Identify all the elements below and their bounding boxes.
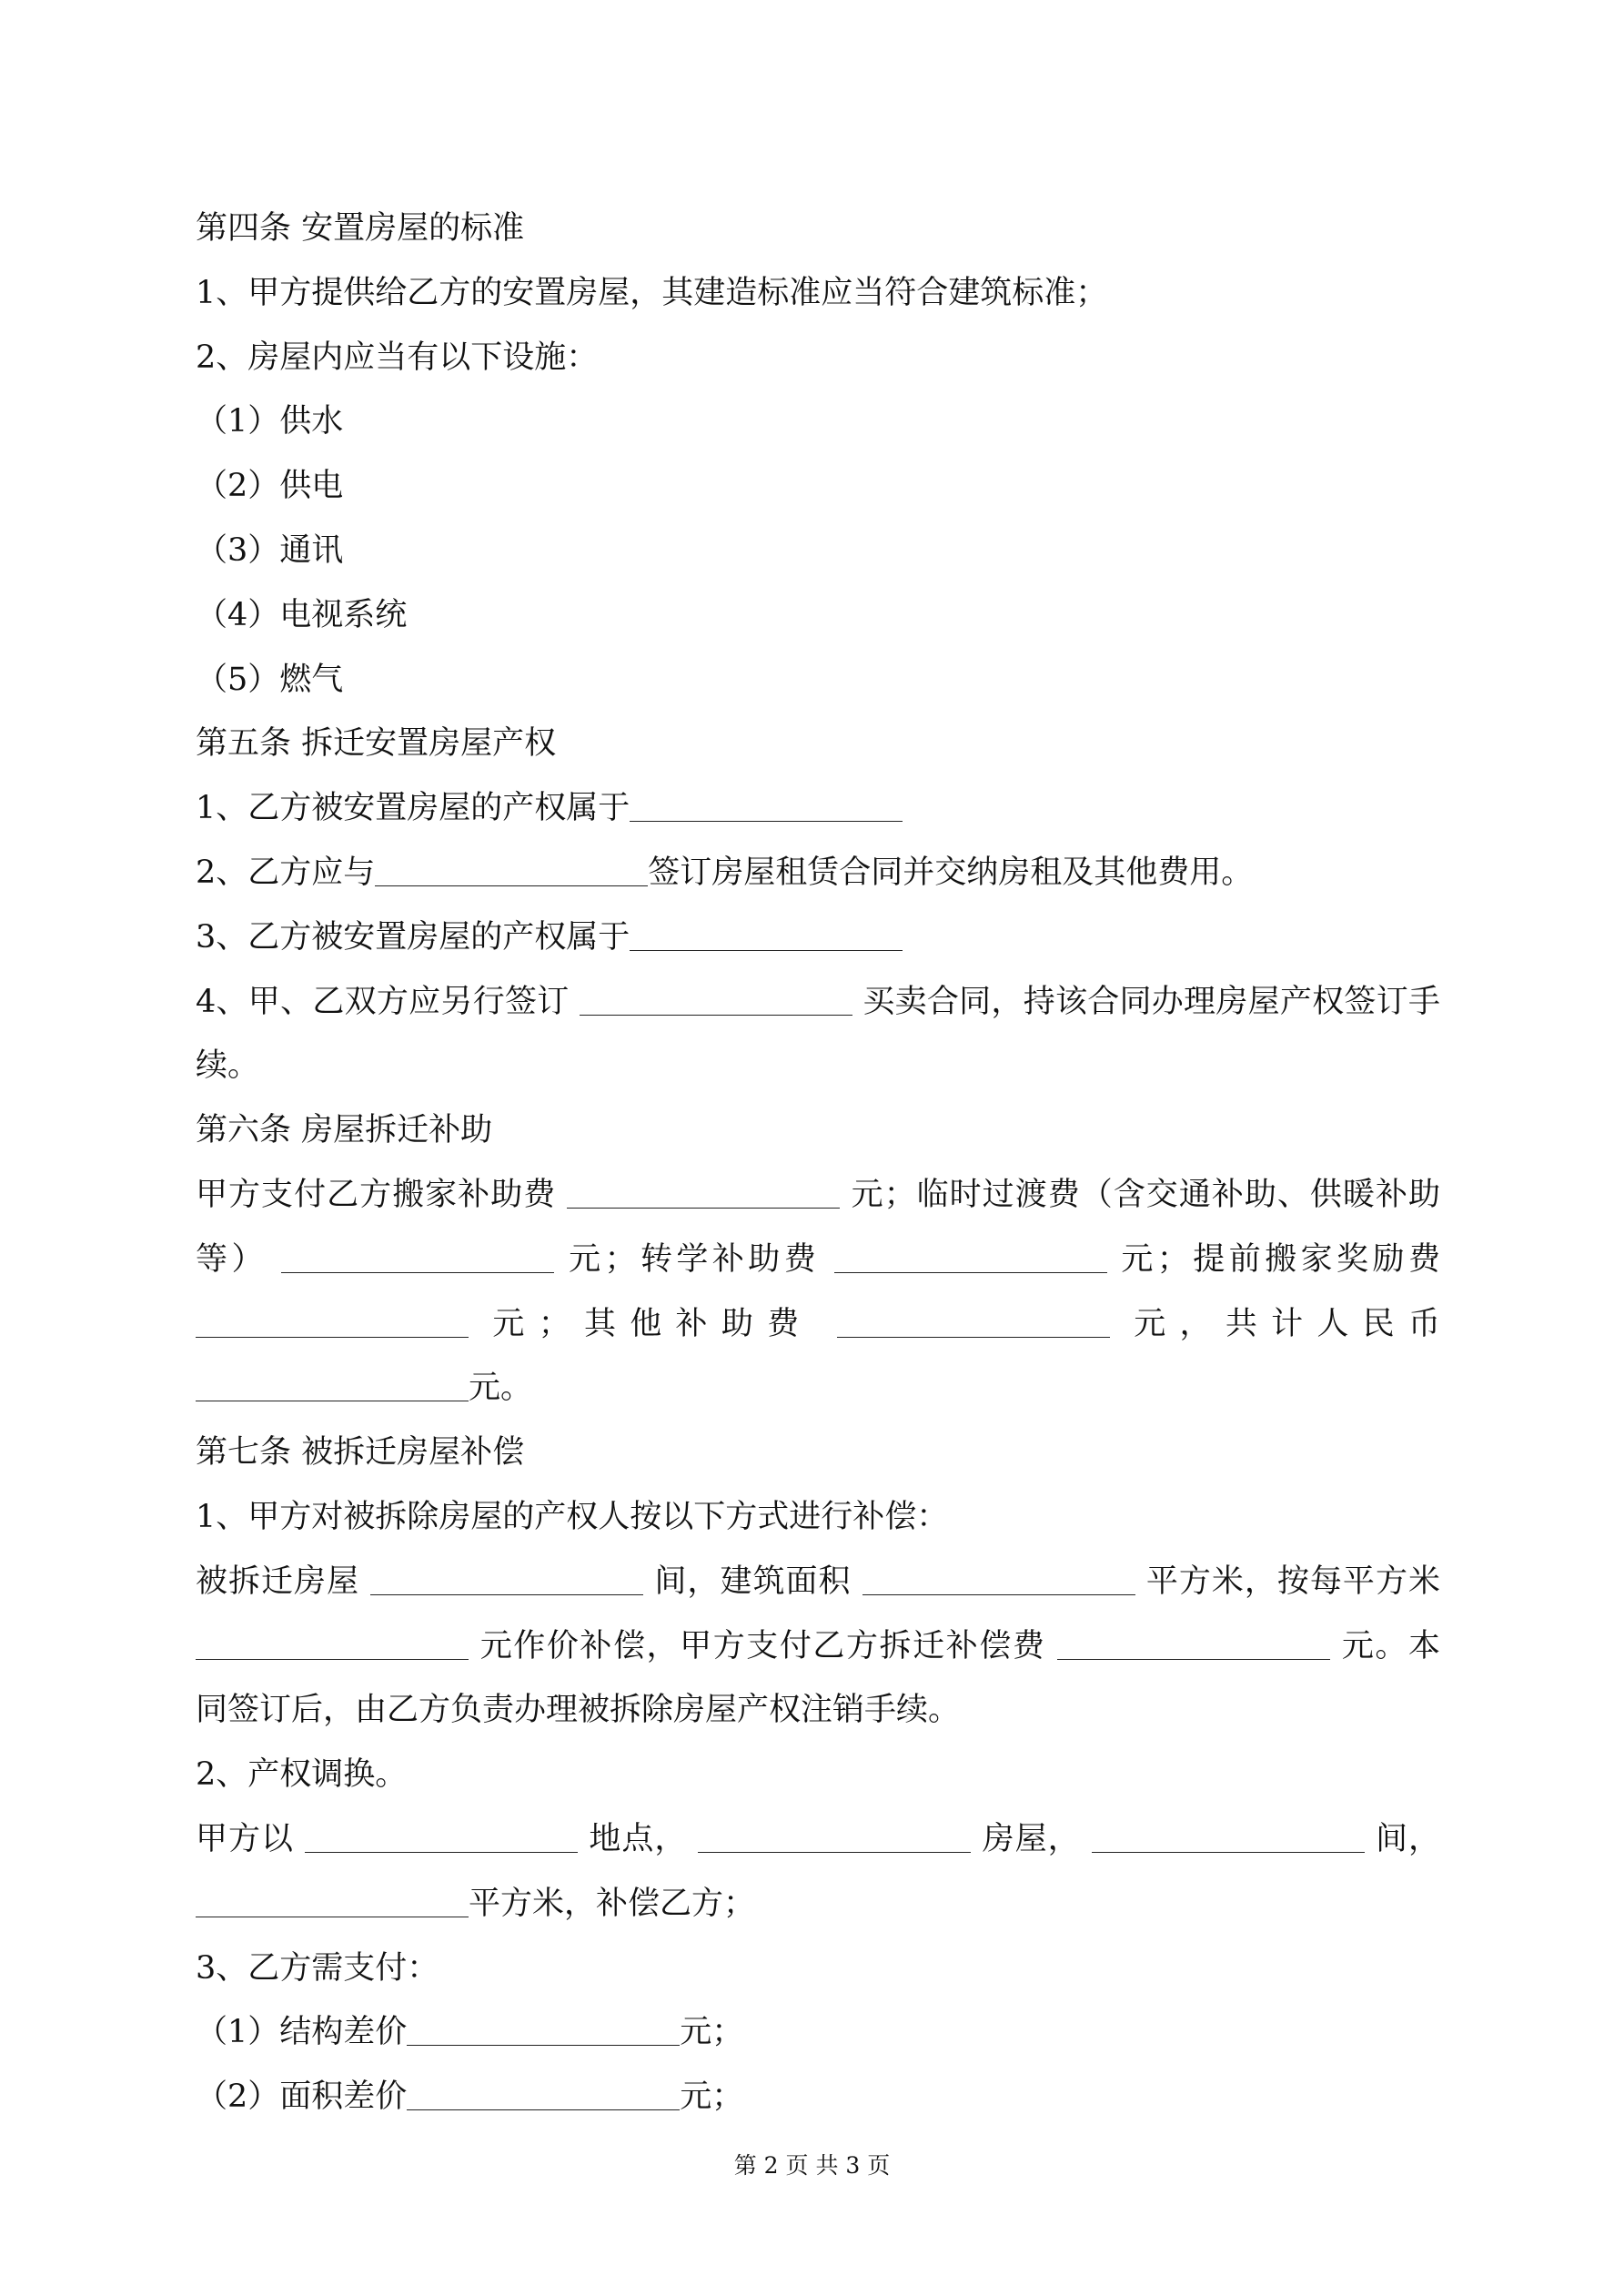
line-text: 元；其他补助费 (492, 1305, 813, 1342)
document-line (196, 1098, 1440, 1163)
document-line (196, 261, 1440, 326)
document-line (196, 1937, 1440, 2001)
line-text: 房屋， (982, 1820, 1081, 1857)
line-text: （2）供电 (196, 468, 344, 505)
document-line (196, 1485, 1440, 1550)
document-body (196, 197, 1440, 2129)
line-text: 元；转学补助费 (569, 1240, 821, 1278)
line-text: 1、乙方被安置房屋的产权属于 (196, 790, 630, 827)
line-text: 等） (196, 1240, 267, 1278)
line-text: 第六条 房屋拆迁补助 (196, 1112, 493, 1149)
fill-in-blank (375, 885, 648, 886)
line-text: 元； (680, 2014, 744, 2051)
page-footer: 第 2 页 共 3 页 (733, 2152, 891, 2179)
line-text: 2、房屋内应当有以下设施： (196, 339, 599, 376)
line-text: 2、产权调换。 (196, 1756, 408, 1794)
line-text: 元作价补偿，甲方支付乙方拆迁补偿费 (479, 1627, 1046, 1664)
line-text: 间， (1375, 1820, 1440, 1857)
fill-in-blank (196, 1916, 469, 1917)
document-line (196, 970, 1440, 1035)
line-text: 元； (680, 2079, 744, 2116)
document-line (196, 1807, 1440, 1872)
fill-in-blank (196, 1658, 469, 1660)
fill-in-blank (1092, 1851, 1365, 1853)
line-text: 1、甲方对被拆除房屋的产权人按以下方式进行补偿： (196, 1498, 949, 1535)
document-line (196, 583, 1440, 648)
document-line (196, 1614, 1440, 1679)
line-text: 买卖合同，持该合同办理房屋产权签订手 (862, 983, 1440, 1020)
line-text: 3、乙方被安置房屋的产权属于 (196, 918, 630, 956)
line-text: 甲方支付乙方搬家补助费 (196, 1176, 557, 1213)
fill-in-blank (407, 2044, 680, 2046)
document-line (196, 1292, 1440, 1357)
fill-in-blank (630, 820, 903, 822)
line-text: 元。 (469, 1370, 533, 1407)
document-line (196, 1034, 1440, 1098)
document-line (196, 1421, 1440, 1485)
document-line (196, 1872, 1440, 1937)
line-text: 元。本 (1341, 1627, 1440, 1664)
document-line (196, 519, 1440, 583)
line-text: 平方米，按每平方米 (1145, 1563, 1440, 1600)
document-line (196, 712, 1440, 776)
fill-in-blank (1057, 1658, 1330, 1660)
line-text: 平方米，补偿乙方； (469, 1885, 756, 1922)
document-line (196, 197, 1440, 261)
document-line (196, 326, 1440, 390)
line-text: 被拆迁房屋 (196, 1563, 360, 1600)
document-line (196, 1163, 1440, 1228)
document-line (196, 1228, 1440, 1292)
fill-in-blank (407, 2109, 680, 2110)
fill-in-blank (196, 1400, 469, 1401)
document-line (196, 2065, 1440, 2129)
line-text: 元；提前搬家奖励费 (1121, 1240, 1440, 1278)
document-line (196, 905, 1440, 970)
fill-in-blank (580, 1014, 852, 1016)
line-text: 甲方以 (196, 1820, 295, 1857)
fill-in-blank (196, 1336, 469, 1338)
line-text: 元；临时过渡费（含交通补助、供暖补助 (851, 1176, 1440, 1213)
line-text: （2）面积差价 (196, 2079, 408, 2116)
line-text: （3）通讯 (196, 531, 344, 569)
fill-in-blank (698, 1851, 971, 1853)
fill-in-blank (630, 949, 903, 951)
fill-in-blank (281, 1271, 554, 1273)
line-text: 3、乙方需支付： (196, 1949, 439, 1987)
document-line (196, 2000, 1440, 2065)
line-text: 签订房屋租赁合同并交纳房租及其他费用。 (648, 854, 1254, 891)
line-text: 续。 (196, 1047, 260, 1085)
document-line (196, 776, 1440, 841)
line-text: 第四条 安置房屋的标准 (196, 210, 525, 247)
document-line (196, 1678, 1440, 1743)
document-line (196, 1743, 1440, 1807)
line-text: 第五条 拆迁安置房屋产权 (196, 725, 557, 763)
line-text: （4）电视系统 (196, 596, 408, 633)
fill-in-blank (305, 1851, 578, 1853)
line-text: （5）燃气 (196, 661, 344, 698)
document-line (196, 1550, 1440, 1614)
line-text: （1）结构差价 (196, 2014, 408, 2051)
line-text: 间，建筑面积 (654, 1563, 852, 1600)
line-text: 第七条 被拆迁房屋补偿 (196, 1434, 525, 1472)
line-text: 同签订后，由乙方负责办理被拆除房屋产权注销手续。 (196, 1692, 961, 1729)
fill-in-blank (567, 1207, 840, 1209)
document-line (196, 648, 1440, 713)
document-line (196, 389, 1440, 454)
document-line (196, 1356, 1440, 1421)
line-text: 4、甲、乙双方应另行签订 (196, 983, 570, 1020)
line-text: 元，共计人民币 (1134, 1305, 1440, 1342)
fill-in-blank (370, 1593, 643, 1595)
line-text: （1）供水 (196, 403, 344, 440)
line-text: 地点， (589, 1820, 688, 1857)
document-line (196, 841, 1440, 905)
fill-in-blank (834, 1271, 1107, 1273)
line-text: 1、甲方提供给乙方的安置房屋，其建造标准应当符合建筑标准； (196, 274, 1108, 311)
fill-in-blank (862, 1593, 1135, 1595)
document-line (196, 454, 1440, 519)
fill-in-blank (837, 1336, 1110, 1338)
line-text: 2、乙方应与 (196, 854, 376, 891)
